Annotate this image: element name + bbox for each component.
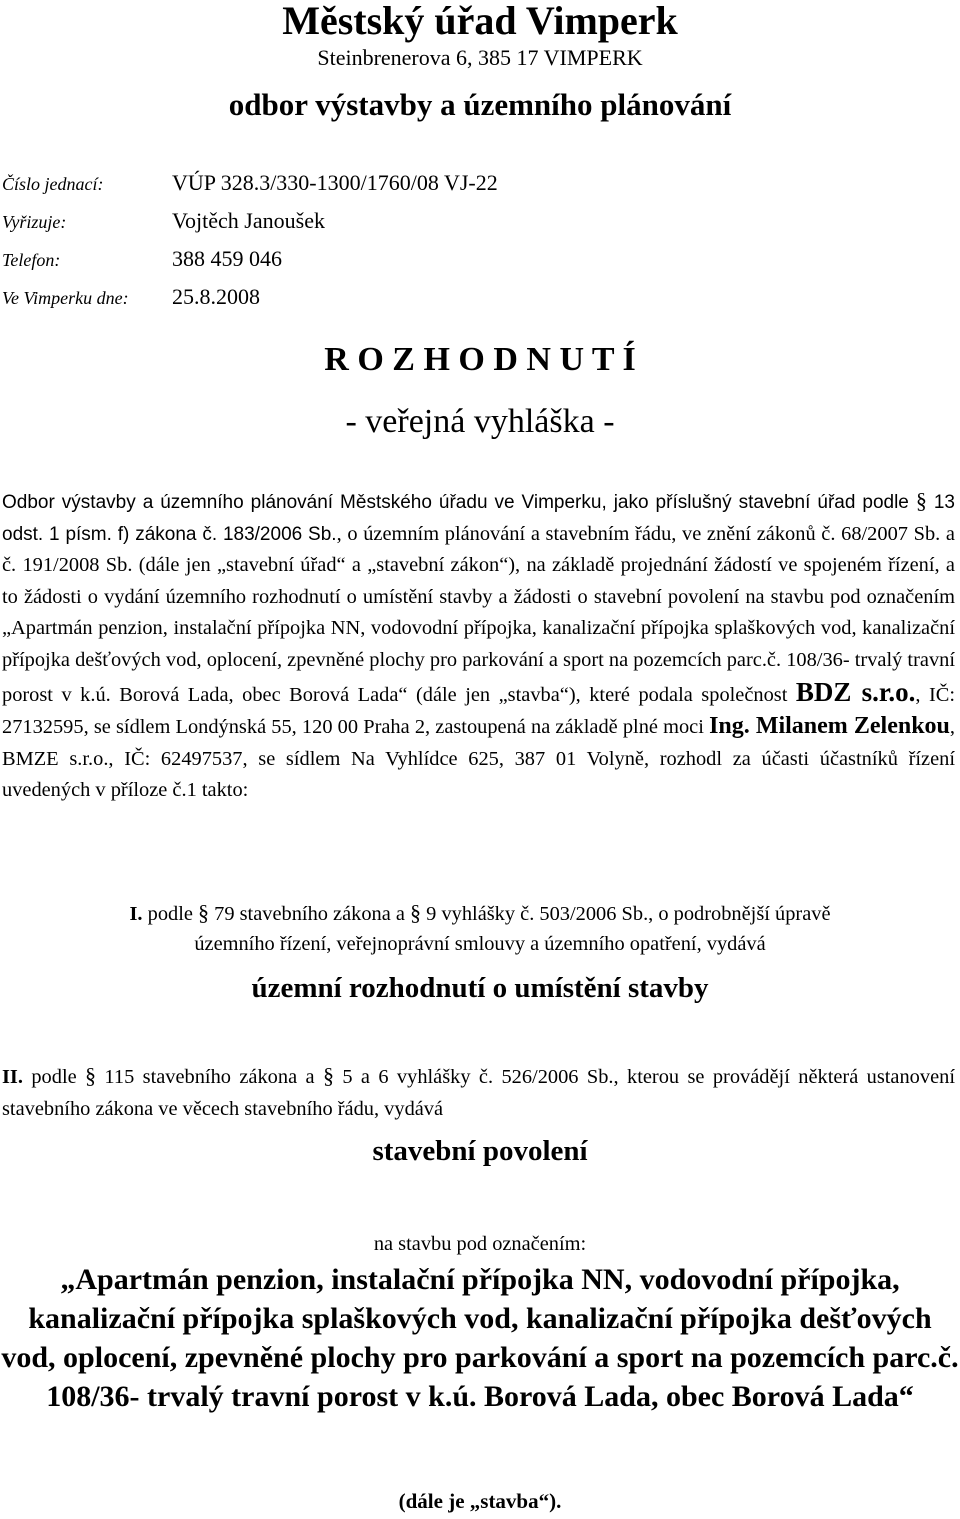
part1-text: podle <box>142 903 199 925</box>
intro-text: , BMZE s.r.o., IČ: 62497537, se sídlem Na Vyhlídce 625, 387 01 Volyně, rozhodl za účasti účastníků řízení uvedených v příloze č.1 takto: <box>2 716 955 802</box>
section-symbol: § <box>915 488 927 513</box>
meta-label: Ve Vimperku dne: <box>2 288 129 308</box>
intro-text: Odbor výstavby a územního plánování Městského úřadu ve Vimperku, jako příslušný stavební úřad podle <box>2 492 916 513</box>
office-address: Steinbrenerova 6, 385 17 VIMPERK <box>317 45 643 70</box>
department-name: odbor výstavby a územního plánování <box>228 87 732 122</box>
part2-number: II. <box>2 1066 23 1088</box>
intro-paragraph <box>2 485 955 807</box>
office-title: Městský úřad Vimperk <box>282 0 678 43</box>
meta-reference <box>2 170 498 197</box>
part1-line2: územního řízení, veřejnoprávní smlouvy a územního opatření, vydává <box>194 933 766 955</box>
decision-title: R O Z H O D N U T Í <box>324 341 636 378</box>
intro-text: (dále jen „stavební úřad“ a „stavební zákon“), na základě projednání žádostí ve spojeném řízení, a to žádosti o vydání územního rozhodnutí o umístění stavby a žádosti o stavební povolení na stavbu pod označením „Apartmán penzion, instalační přípojka NN, vodovodní přípojka, kanalizační přípojka splaškových vod, kanalizační přípojka dešťových vod, oplocení, zpevněné plochy pro parkování a sport na pozemcích parc.č. 108/36- trvalý travní porost v k.ú. Borová Lada, obec Borová Lada“ (dále jen „stavba“), které podala společnost <box>2 554 955 706</box>
intro-text: 13 odst. 1 písm. f) zákona č. 183/2006 Sb. <box>2 492 955 545</box>
intro-text: , o územním plánování a stavebním řádu, ve znění zákonů č. 68/2007 Sb. a č. 191/2008 Sb. <box>2 522 955 577</box>
part1-text: 9 vyhlášky č. 503/2006 Sb. <box>421 903 649 925</box>
meta-label: Číslo jednací: <box>2 174 104 194</box>
meta-label: Telefon: <box>2 250 61 270</box>
meta-value: 25.8.2008 <box>172 284 260 309</box>
part1-statement <box>0 898 960 959</box>
meta-handler <box>2 208 325 235</box>
part1-text: 79 stavebního zákona a <box>209 903 411 925</box>
meta-date <box>2 284 260 311</box>
part2-text: 5 a 6 vyhlášky č. 526/2006 Sb. <box>333 1066 614 1088</box>
project-intro: na stavbu pod označením: <box>373 1233 587 1255</box>
part2-statement <box>2 1060 955 1125</box>
part2-text: , kterou se provádějí některá ustanovení stavebního zákona ve věcech stavebního řádu, vydává <box>2 1066 955 1120</box>
section-symbol: § <box>322 1063 334 1088</box>
section-symbol: § <box>85 1063 97 1088</box>
meta-label: Vyřizuje: <box>2 212 67 232</box>
representative-name: Ing. Milanem Zelenkou <box>709 713 950 740</box>
project-note: (dále je „stavba“). <box>398 1489 562 1513</box>
part1-text: , o podrobnější úpravě <box>648 903 831 925</box>
project-title: „Apartmán penzion, instalační přípojka NN, vodovodní přípojka, kanalizační přípojka splaškových vod, kanalizační přípojka dešťových vod, oplocení, zpevněné plochy pro parkování a sport na pozemcích parc.č. 108/36- trvalý travní porost v k.ú. Borová Lada, obec Borová Lada“ <box>1 1263 959 1413</box>
part1-line1 <box>0 898 960 929</box>
applicant-company: BDZ s.r.o. <box>795 676 916 707</box>
part2-heading: stavební povolení <box>372 1135 588 1167</box>
section-symbol: § <box>198 900 210 925</box>
part2-text: podle <box>22 1066 86 1088</box>
meta-value: 388 459 046 <box>172 246 282 271</box>
part1-number: I. <box>129 903 143 925</box>
part1-heading: územní rozhodnutí o umístění stavby <box>251 972 709 1004</box>
decision-subtitle: - veřejná vyhláška - <box>345 403 615 440</box>
intro-text: , IČ: 27132595, se sídlem Londýnská 55, 120 00 Praha 2, zastoupená na základě plné moci <box>2 683 955 739</box>
section-symbol: § <box>410 900 422 925</box>
meta-phone <box>2 246 282 273</box>
meta-value: Vojtěch Janoušek <box>172 208 325 233</box>
part2-text: 115 stavebního zákona a <box>96 1066 323 1088</box>
meta-value: VÚP 328.3/330-1300/1760/08 VJ-22 <box>172 170 498 195</box>
